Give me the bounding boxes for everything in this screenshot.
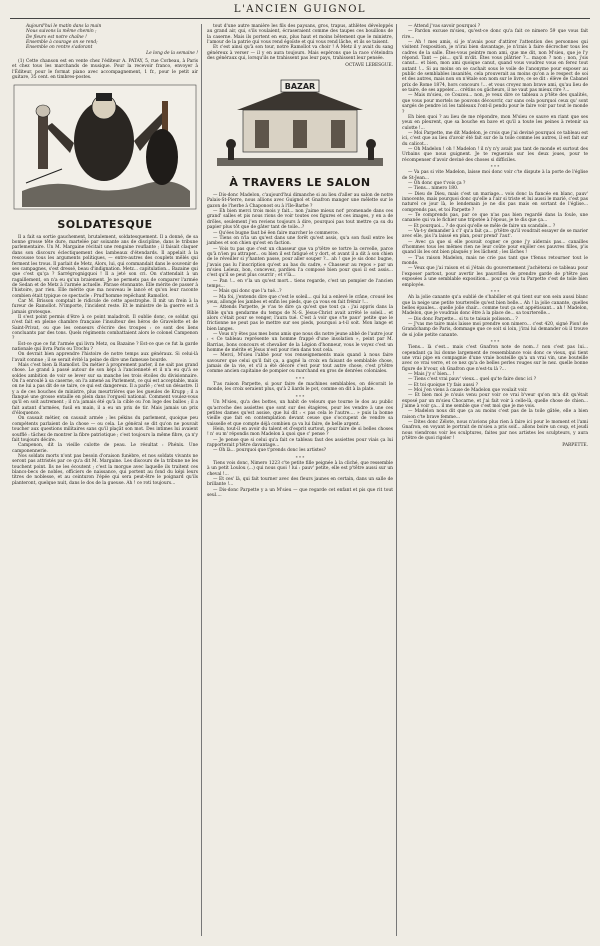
dialogue-line: — Tiens on n'la un qu'est dans une forêt qu'est assis, qu'a son fusil entre les jambes et son chien qu'est en faction. — [207, 235, 393, 247]
dialogue-line: — Oh donc que t'vois ça ? — [408, 180, 466, 186]
dialogue-line: — T'as raison Madelon, mais ne crie pas tant que t'fenus retourner tout le monde. — [402, 255, 588, 267]
dialogue-line: — Dis-donc Parpette y a un M'sieu — que regarde cet enfant et pis que rit tout seul.... — [207, 487, 393, 498]
column-1 — [12, 24, 198, 486]
dialogue-line: — Pardon excuse m'sieu, qu'est-ce donc qu'a fait ce nimero 59 que vous fait rire... — [402, 29, 588, 40]
column-rule-2 — [396, 24, 397, 936]
dialogue-line: — Mais qui donc que l'a tué...? — [213, 289, 282, 295]
article-paragraph: Nos soldats morts n'ont pas besoin d'oraison funèbre, et nos soldats vivants ne seront pas attristés par ce qu'a dit M. Margaine. Les discours de la tribune ne les touchent point. Ils ne les écoutent ; c'est la morgue avec laquelle ils traitent ces blancs-becs de nobles, officiers de naissance, qui portent au fond du képi leurs titres de noblesse, et au ceinturon l'épée qui sera peut-être le poignard qu'ils planteront, quelque nuit, dans le dos de la gueuse. Ah ! ce roti toujours... — [12, 453, 198, 486]
column-2 — [207, 24, 393, 498]
section-stars: * * * — [295, 454, 305, 460]
dialogue-line: — Veux que j'ai raison et si j'étais du gouvernement j'achèterai ce tableau pour l'exposer partout, pour avertir les pauvrilles de prendre garde de p'têtre pas exposées à une semblable exposition... pour ça vois tu Parpette c'est de toile bien employée. — [402, 266, 588, 288]
dialogue-line: — Mais j'y s' bien... ! — [408, 372, 455, 377]
dialogue-line: — Et ces' là, qui fait tourner avec des fleurs jaunes en certain, dans un salle de brillante !... — [207, 476, 393, 488]
dialogue-line: — Dis donc Parpette... si tu te taisais polisson... ? — [408, 316, 518, 322]
article-paragraph: On devrait bien apprendre l'histoire de notre temps aux généraux. Si celui-là l'avait connue ; il se serait évité la peine de dire une fameuse bourde. — [12, 352, 198, 363]
soldatesque-illustration — [12, 83, 198, 211]
dialogue-line: — Vous n'y êtes pas mes bons amis que nous dis notre jeune abbé de l'autre jour : « Ce tableau représente un homme frappé d'une insolation », peint par M. Barrias, bons concours et chevalier de la Légion d'honneur, vous le voyez c'est un homme de mérite et Jésus n'est pour rien dans tout cela. — [207, 332, 393, 354]
article-paragraph: On causait métier, on causait armée ; les pékins du parlement, quoique peu compétents parlaient de la chose — ou cela. Le général se dit qu'on ne pouvait toucher aux questions militaires sans qu'il plaçât son mot. Des intimes lui avaient soufflé : tâchez de montrer la fibre patriotique ; c'est toujours la même fibre, ça n'y fait toujours décire. — [12, 416, 198, 443]
article-paragraph: Car M. Brisson comptait le ridicule de cette apostrophe. Il mit un frein à la fureur de Ramollot. N'importe, l'incident reste. Et le ministre de la guerre est à jamais grotesque. — [12, 298, 198, 315]
bazar-sign: BAZAR — [284, 81, 316, 91]
dialogue-line: — Et bien moi je n'suis venu pour voir ce vrai b'veur qu'on m'a dit qu'était exposé par un m'sieu Chocarne, et j'ai fait voir à celle-là, quelle chose de chien... j'aime à voir ça... il me semble que c'est moi que je me vois. — [402, 393, 588, 410]
dialogue-line: — Et pourquoi... ? de quoi qu'elle se mêle de faire un scandale... ? — [408, 223, 556, 229]
dialogue-line: — Ma foi, j'entends dire que c'est le soleil... qui lui a enlevé le crâne, crousé les yeux, allongé les jambes et enfin les pieds, que ça vous en fait frémir !... — [207, 294, 393, 305]
column-rule-1 — [201, 24, 202, 936]
dialogue-line: — Va-t-y demander à c'l' qu'a fait ça... p'têtre qu'il voudrait essayer de se marier avec elle, pis l'a laissé en plan, pour prend' l'aut'. — [402, 229, 588, 240]
dialogue-line: — Mais m'sieu, ce Couzou... non, je veux dire ce tableau a p'tête des qualités, que vous pour mortels ne pouvons découvrir, car sans cela pourquoi ceux qu' sont sargés de pendre ici les tableaux l'ont-il pendu pour le faire voir par tout le monde ? — [402, 93, 588, 115]
verse-line: Nous suivons la même chemin ; — [26, 29, 97, 35]
masthead-rule — [10, 18, 590, 19]
dialogue-line: — Vois tu pas que c'est un chasseur que va p'têtre se tortre la cervelle, parce qu'à n'ien pu attraper... ou bien il est fatigué et y dort, et avant il a dit à son chien de le réveiller si y'hanten passe, pour aller souper ?... ah ! que je sis donc bugne, j'avais pas lu l'inscription qu'est au bas du cadre, « Chasseur au repos » par un m'sieu Leleux, bon, concevez, pardieu l'a composé bien pour quoi il est assis... c'est qu'il se peut plus courrir ; et v'là... — [207, 246, 393, 279]
author-signature: PARPETTE. — [562, 443, 588, 449]
dialogue-line: T'as raison Parpette, si pour faire de machines semblables, on décorait le monde, les croix seraient plus, qu'à 2 liards le pot, comme on dit à la plate. — [207, 382, 393, 393]
dialogue-line: Tiens vois donc, Nimero 1223 c'te petite fille peignée à la cliché, que ressemble à un petit Loulou (...) qui nous quoi ! lui : pauv' petite, elle est p'têtre aussi sur un cheval !... — [207, 460, 393, 477]
dialogue-line: Hein, tout-il en avoir du talent et d'esprit surtout, pour faire de si belles choses ! n' ou m' répondis mon Madelon à quoi que c' pense ? — [207, 426, 393, 438]
article-paragraph: Il s'est point permis d'être à ce point maladroit. Il oublie donc, ce soldat qui n'est fait en pleine chambre française l'insulteur des héros de Gravelotte et de Saint-Privat, ou que les censeurs d'écrire des troupes : ce sont des liens concluants par des tons. Quels régiments combattaient alors le colonel Campenon ? — [12, 314, 198, 342]
section-stars: * * * — [490, 163, 500, 169]
article-paragraph: Campenon, dit la vieille culotte de peau. Le résultat : Phénix. Une camponennerie. — [12, 443, 198, 454]
verse-line: Aujourd'hui le matin dans la main — [26, 24, 102, 29]
dialogue-line: Un M'sieu, qu'a des bottes, un habit de velours que tourne le dos au public qu'acroche des assiettes que sont sur des étagères, pour les vendre à une ces petites dames qu'est assise, que lui dit : « pas cela le l'autre.... » puis la bonne vieille que fait en contemplation devant ceuse que s'occupent de vendre sa vaisselle et que compte déjà combien ça va lui faire, de belle argent. — [207, 400, 393, 427]
verse-line: De fleurs est notre chaîne ! — [26, 34, 87, 40]
salon-headline: À TRAVERS LE SALON — [229, 176, 371, 190]
footnote: (1) Cette chanson est en vente chez l'éditeur A. PATAY, 5, rue Corbeau, à Paris et chez tous les marchands de musique. Pour la recevoir franco, envoyer à l'Éditeur, pour le format piano avec accompagnement, 1 fr., pour le petit air guitare, 35 cent. en timbres-postes. — [12, 59, 198, 81]
dialogue-line: — Je pense que si celui qu'a fait ce tableau faut des assiettes pour viais ça lui rapporterait p'têtre davantage... — [207, 437, 393, 448]
verse-line: Le long de la semaine ! — [146, 50, 198, 56]
dialogue-line: — Moi j'en viens à cause de Madelon que voulait voir. — [408, 388, 528, 394]
article-paragraph: tout d'une autre manière les fils des paysans, gros, trapus, athlètes développés au grand air, qui, s'ils voulaient, écraseraient comme des taupes ces bouillons de la caserne. Mais ils portent en eux, plus haut et moins bêtement que le ministre, l'amour de la patrie qui vous rend égoïste et qui vous rend lâche, et ils se taisent. — [207, 24, 393, 46]
dialogue-line: — Avec ça que si elle pouvait cogner ce gone j'y aiderais pas... canailles d'hommes tous les mêmes rien ne leur coûte pour enjôler ces pauvres filles, p'is quand ils les ont bien plaqués y les lâchent ; les lâches ! — [402, 239, 588, 256]
dialogue-line: — Tiens c'est vrai pauv' vieux... quel qu'te faire donc ici ? — [408, 377, 537, 383]
dialogue-line: — Dites donc Zélote, nous n'avions plus rien à faire ici pour le moment et l'ami Gnafron, en voyant le portrait de m'sieu a pris soif... allons boire un coup, et jeudi nous viendrons voir les sculptures, faites par nos artistes les sculpteurs, y aura p'têtre de quoi rigoler ! — [402, 420, 588, 442]
masthead: L'ANCIEN GUIGNOL — [233, 4, 367, 15]
dialogue-line: — Et toi quoique t'y fais aussi ? — [408, 382, 478, 388]
dialogue-line: — Va pas si vite Madelon, laisse moi donc voir c'te dispute à la porte de l'église de St-Jean... — [402, 170, 588, 181]
dialogue-line: — Te comprends pas, par ce que n'as pas bien regardé dans la foule, une cananée qui va le fichier une tripotée à l'épous, je te dis que ça... — [402, 213, 588, 224]
dialogue-line: — Eh bien merci trois mois y fait... non j'aime mieux not' promenade dans ces grand' salles et pis nous rions de voir toutes ces figures et ces images, y en a de drôles, seulement j'en reviens toujours à dire, pourquoi pas tout mettre ça su du papier plus tôt que de gâter tant de toile...? — [207, 209, 393, 231]
dialogue-line: — Merci, M'sieu l'abbé pour vos renseignements mais quand à nous faire savourer que celui qu'il fait ça, a gagné la croix en faisant de semblable chose, jamais de la vie, et s'il a été décoré c'est pour tout autre chose, c'est p'têtre comme ancien capitaine de pompier ou marchand en gros de denrées coloniales. — [207, 353, 393, 375]
dialogue-line: — Oh là... pourquoi que t'prends donc les artistes? — [213, 448, 326, 454]
verse-line: Ensemble on rentre s'adorant — [26, 45, 93, 51]
article-paragraph: Il a fait sa sortie gauchement, brutalement, soldatesquement. Il a donné, de sa bonne grosse tête dure, martelée par soixante ans de discipline, dans le tribune parlementaire. Un M. Margaine récitait une rengaine rouflante ; il faisait claquer dans son discours éclectiquement des lambeaux d'étendards. Il appelait à la rescousse tous les arguments politiques, — entre-autres des couplets mêlés qui ferment les trous. Il parlait de Metz, Alors, lui, qui commandait dans le souvenir de ses campagnes, s'est dressé, beau d'indignation. Metz... capitulation... Bazaine qui que c'est qu'ça ? Sarrégrognigquoi ! Il a jeté son cri. On s'attendait à un ragaillement, on n'a eu qu'un braiement. Je ne permets pas de comparer l'armée de Sedan et de Metz à l'armée actuelle. Phrase étonnante. Elle mérite de passer à l'histoire, par rien. Elle mérite que ma nouveau le lancé et qu'on leur raconte combien était typique ce spectacle : Prud'homme repêchant Ramollot. — [12, 234, 198, 299]
section-stars: * * * — [295, 393, 305, 399]
dialogue-line: — Moi Parpette, me dit Madelon, je crois que j'ai deviné pourquoi ce tableau est ici, c'est que au lieu d'avoir été fait sur de la toile comme les autres, il est fait sur du calicot... — [402, 130, 588, 147]
dialogue-line: Tiens... là c'est... mais c'est Gnafron note de nom...! non c'est pas lui... cependant ça lui donne largement de ressemblance vois donc ce vieux, qui tient une vrai pipe en compagnie d'une vraie bouteille qu'a un vrai vin, une bouteille avec ce vrai verre, et ce nez qu'a de belles perles rouges sur le nez. quelle bonne figure de b'vour, oh Gnafron que n'est-tu là ?... — [402, 345, 588, 372]
dialogue-line: — Ah ! mes amis, si je n'avais pour d'attirer l'attention des personnes qui visitent l'exposition, je n'irai bien davantage, je n'irais à faire décrocher tous les cadres de la salle. Êtes-vous peintre mon ami, que me dit, non M'sieu, que je l'y répond. Tant — pis... qu'il m'dit. Êtes vous plâtrier ?... maçon ? non ; non, j'sis canut... et bien, mon ami quoique canut, quand vous voudrez vous en ferez tout autant !... Si au moins on se cachait sous le voile de l'anonyme pour exposer au public de semblables insanités, cela prouverait au moins qu'on a le respect de soi et des autres, mais non on n'étale son nom sur le livre, ce se dit : élève de Cabanel prix de Rome 1874, hors concours !... et vous croyez mon brave ami, qu'au lieu de se taire, de ses appeler.... crétins ou gâcheurs, il ne vaut pas mieux rire ?... — [402, 40, 588, 94]
dialogue-line: — Dieu de Dieu, mais c'est un mariage... vois donc la fiancée en blanc, pauv' innocente, mais pourquoi donc qu'elle a l'air si triste et lui aussi le marié, c'est pas naturel ce jour là, le lendemain je ne dis pas mais en sortant de l'église... comprends pas, et toi Parpette ? — [402, 191, 588, 213]
dialogue-line: — Oh Madelon ! oh ! Madelon ! il n'y n'y avait pas tant de monde et surtout des Urbains que nous guignent. Je te reguerais sur les deux joues, pour te récompenser d'avoir deviné des choses si difficiles. — [402, 146, 588, 163]
dialogue-line: — Dis-donc Madelon, c'aujourd'hui dimanche si au lieu d'aller au salon de notre Palais-St-Pierre, nous allions avec Guignol et Gnafron manger une mêlette sur le gazon de l'herbe à Chaponost ou à l'Ile-Barbe ? — [207, 193, 393, 209]
dialogue-line: — Attend j'vas savoir pourquoi ? — [408, 24, 481, 29]
dialogue-line: — Qu'ées bugne faut bé êen faire marcher le commerce. — [213, 230, 339, 236]
article-paragraph: Est-ce que ce fut l'armée qui livra Metz, ou Bazaine ? Est-ce que ce fut la garde nationale qui livra Paris ou Trochu ? — [12, 341, 198, 352]
dialogue-line: — Attends Parpette, je v'as te dire ça qu'est que tout ça : j'ai appris dans la Bible qu'un gendarme du temps de N.-S. Jésus-Christ avait arrêté le soleil... et alors c'était pour se venger, l'aura tué. C'est à voir que s'te pauv' petite que le frictionne ne peut pas le mettre sur ses pieds, pourquoi a-t-il soit. Mon lange et bien langes. — [207, 305, 393, 332]
dialogue-line: Eh bien quoi ? au lieu de me répondre, mon M'sieu ce sauve en riant que ses yeux en pleurent, que sa bouche en bave et qu'il a toute les peines à retenir sa culotte !... — [402, 114, 588, 131]
dialogue-line: — Pan !... en v'la un qu'est mort... tiens regarde, c'est un pompier de l'ancien temps... — [207, 278, 393, 289]
article-paragraph: Et c'est ainsi qu'à son tour, notre Ramollot va choir ! À Metz il y avait du sang généreux à verser — il y en aura toujours. Mais espérons que la race s'éteindra des généraux qui, lorsqu'ils ne trahissent pas leur pays, trahissent leur pensée. — [207, 45, 393, 62]
column-3 — [402, 24, 588, 451]
dialogue-line: — Tiens... nimero 180. — [408, 186, 459, 192]
author-signature: OCTAVE LEBESGUE. — [345, 63, 393, 69]
section-stars: * * * — [490, 338, 500, 344]
dialogue-line: — J'vas me taire mais laisse moi prendre son nimero... c'est 420, signé Pion! de Grandchamp de Paris, dommage que ce soit si loin, j'irai lui demander où il trouve de si jolie petite canante. — [402, 321, 588, 338]
bazar-illustration — [207, 74, 393, 170]
section-stars: * * * — [490, 288, 500, 294]
dialogue-line: — Madelon nous dit que ça au moins c'est pas de la toile gâtée, elle a bien raison c'te brave femme... — [402, 409, 588, 420]
article-paragraph: Mais c'est bien là Ramollot. Du métier à proprement parler, il ne sait pas grand chose. Le grand à passé autour de son képi à l'ancienneté et il n'a eu qu'à se soldes ambition de voir se lever sur sa manche les trois étoiles du divisionnaire. On l'a enroulé à sa caserne, on l'a amené au Parlement, ce qui est acceptable, mais on ne lui a pas dit de se taire, ce qui est dangereux. Il a parlé ; c'est un désastre. Il y a de ces bouches de ministre, plus meurtrières que les gueules de Krupp ; il a flanqué une grosse entaille en plein dans l'orgueil national. Comment voulez-vous qu'il en soit autrement ; il n'a jamais été qu'à la cible ou l'on loge des balles ; il a fait autant d'armées, fusil en main, il a eu un prix de tir. Mais jamais un prix d'éloquence. — [12, 363, 198, 417]
verse-line: Ensemble à courage on se rend; — [26, 40, 98, 46]
section-stars: * * * — [295, 375, 305, 381]
soldatesque-headline: SOLDATESQUE — [57, 217, 153, 231]
dialogue-line: Ah la jolie canante qu'a oublié de s'habiller et qui tient sur son sein aussi blanc que la neige une petite tourterelle qu'est bien belle... Ah ! la jolie canante, quelles belles épaules... quelle jolie chair... comme tout ça est appétissant... ah ! Madelon, Madelon, que je voudrais donc être à la place de... sa tourterelle... — [402, 295, 588, 317]
